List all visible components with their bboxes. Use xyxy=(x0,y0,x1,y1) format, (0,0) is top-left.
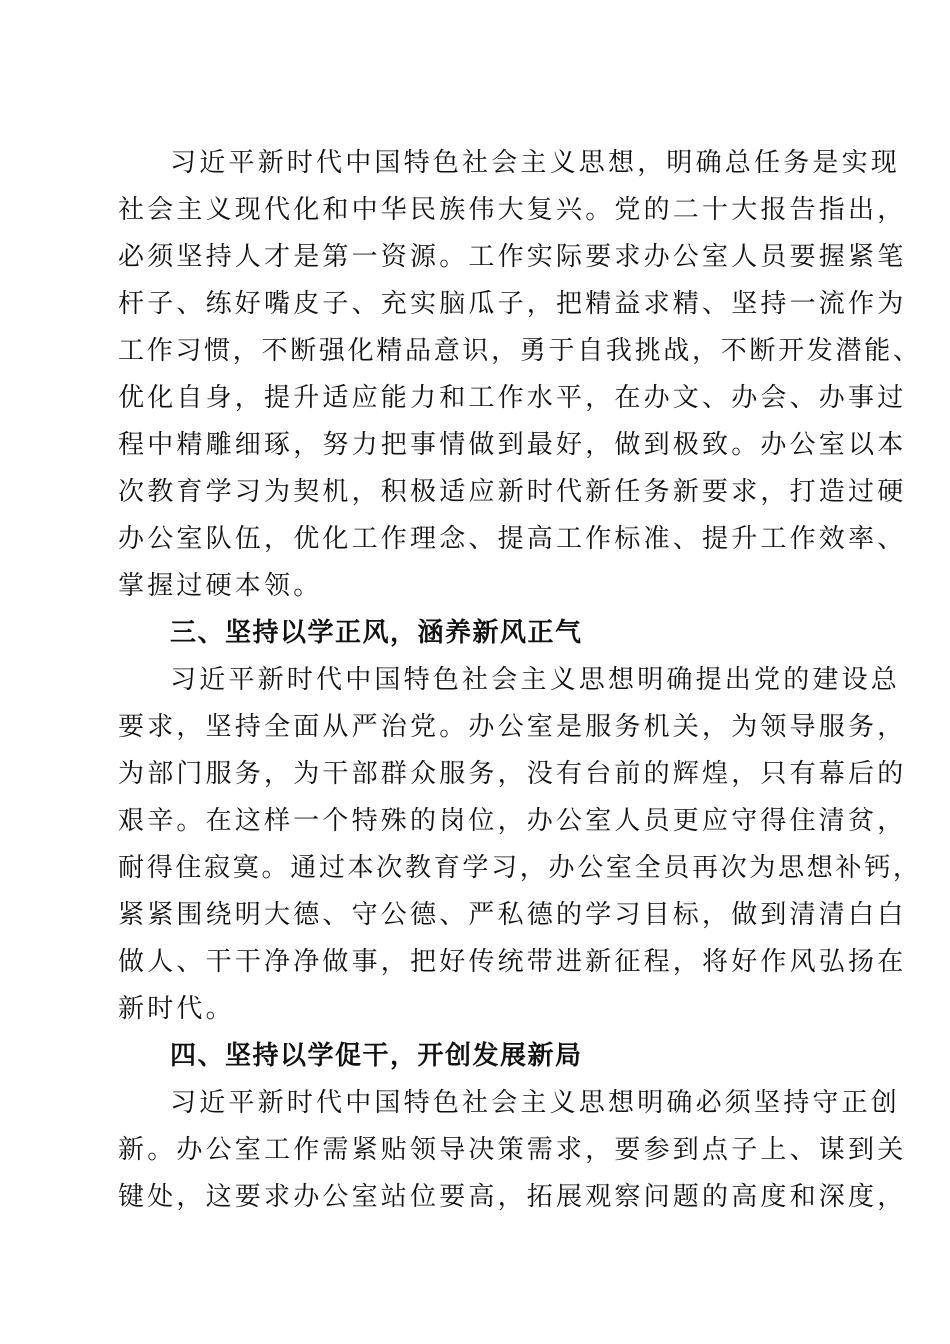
text-line: 艰辛。在这样一个特殊的岗位，办公室人员更应守得住清贫， xyxy=(118,806,907,836)
text-line: 键处，这要求办公室站位要高，拓展观察问题的高度和深度， xyxy=(118,1182,907,1212)
text-line: 新时代。 xyxy=(118,994,235,1024)
text-line: 新。办公室工作需紧贴领导决策需求，要参到点子上、谋到关 xyxy=(118,1135,907,1165)
text-line: 办公室队伍，优化工作理念、提高工作标准、提升工作效率、 xyxy=(118,524,907,554)
section-heading-4: 四、坚持以学促干，开创发展新局 xyxy=(170,1041,583,1071)
text-line: 次教育学习为契机，积极适应新时代新任务新要求，打造过硬 xyxy=(118,477,907,507)
text-line: 紧紧围绕明大德、守公德、严私德的学习目标，做到清清白白 xyxy=(118,900,907,930)
text-line: 要求，坚持全面从严治党。办公室是服务机关，为领导服务， xyxy=(118,712,907,742)
section-heading-3: 三、坚持以学正风，涵养新风正气 xyxy=(170,618,583,648)
text-line: 习近平新时代中国特色社会主义思想，明确总任务是实现 xyxy=(170,148,901,178)
text-line: 工作习惯，不断强化精品意识，勇于自我挑战，不断开发潜能、 xyxy=(118,336,922,366)
text-line: 习近平新时代中国特色社会主义思想明确必须坚持守正创 xyxy=(170,1088,901,1118)
text-line: 程中精雕细琢，努力把事情做到最好，做到极致。办公室以本 xyxy=(118,430,907,460)
text-line: 杆子、练好嘴皮子、充实脑瓜子，把精益求精、坚持一流作为 xyxy=(118,289,907,319)
text-line: 为部门服务，为干部群众服务，没有台前的辉煌，只有幕后的 xyxy=(118,759,907,789)
text-line: 做人、干干净净做事，把好传统带进新征程，将好作风弘扬在 xyxy=(118,947,907,977)
text-line: 必须坚持人才是第一资源。工作实际要求办公室人员要握紧笔 xyxy=(118,242,907,272)
text-line: 优化自身，提升适应能力和工作水平，在办文、办会、办事过 xyxy=(118,383,907,413)
text-line: 掌握过硬本领。 xyxy=(118,571,323,601)
text-line: 习近平新时代中国特色社会主义思想明确提出党的建设总 xyxy=(170,665,901,695)
text-line: 社会主义现代化和中华民族伟大复兴。党的二十大报告指出， xyxy=(118,195,907,225)
text-line: 耐得住寂寞。通过本次教育学习，办公室全员再次为思想补钙， xyxy=(118,853,922,883)
